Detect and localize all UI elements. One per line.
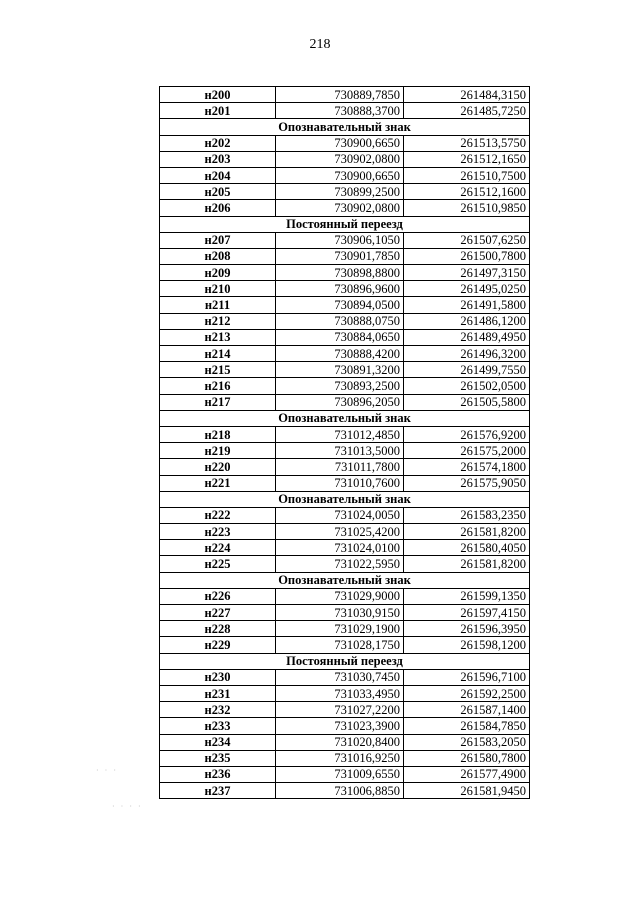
point-id-cell: н230 [160, 669, 276, 685]
point-id-cell: н215 [160, 362, 276, 378]
section-label: Опознавательный знак [160, 491, 530, 507]
x-coordinate-cell: 731011,7800 [276, 459, 404, 475]
scan-artifact: · · · · [112, 802, 143, 811]
table-row [160, 378, 530, 394]
section-label: Опознавательный знак [160, 572, 530, 588]
y-coordinate-cell: 261574,1800 [404, 459, 530, 475]
y-coordinate-cell: 261500,7800 [404, 248, 530, 264]
table-row [160, 750, 530, 766]
x-coordinate-cell: 731025,4200 [276, 524, 404, 540]
y-coordinate-cell: 261502,0500 [404, 378, 530, 394]
x-coordinate-cell: 730896,2050 [276, 394, 404, 410]
y-coordinate-cell: 261489,4950 [404, 329, 530, 345]
x-coordinate-cell: 731024,0050 [276, 507, 404, 523]
table-row [160, 184, 530, 200]
y-coordinate-cell: 261581,9450 [404, 783, 530, 799]
section-header-row [160, 653, 530, 669]
y-coordinate-cell: 261583,2350 [404, 507, 530, 523]
point-id-cell: н211 [160, 297, 276, 313]
table-row [160, 783, 530, 799]
point-id-cell: н225 [160, 556, 276, 572]
table-row [160, 540, 530, 556]
section-label: Постоянный переезд [160, 216, 530, 232]
x-coordinate-cell: 731029,9000 [276, 588, 404, 604]
x-coordinate-cell: 730894,0500 [276, 297, 404, 313]
y-coordinate-cell: 261580,4050 [404, 540, 530, 556]
point-id-cell: н216 [160, 378, 276, 394]
table-row [160, 329, 530, 345]
y-coordinate-cell: 261512,1650 [404, 151, 530, 167]
y-coordinate-cell: 261592,2500 [404, 685, 530, 701]
table-row [160, 151, 530, 167]
x-coordinate-cell: 731024,0100 [276, 540, 404, 556]
table-row [160, 103, 530, 119]
table-row [160, 766, 530, 782]
table-row [160, 135, 530, 151]
y-coordinate-cell: 261581,8200 [404, 524, 530, 540]
point-id-cell: н200 [160, 87, 276, 103]
y-coordinate-cell: 261581,8200 [404, 556, 530, 572]
y-coordinate-cell: 261497,3150 [404, 265, 530, 281]
point-id-cell: н226 [160, 588, 276, 604]
x-coordinate-cell: 730898,8800 [276, 265, 404, 281]
section-label: Постоянный переезд [160, 653, 530, 669]
table-row [160, 281, 530, 297]
point-id-cell: н203 [160, 151, 276, 167]
point-id-cell: н210 [160, 281, 276, 297]
point-id-cell: н202 [160, 135, 276, 151]
table-row [160, 605, 530, 621]
table-row [160, 265, 530, 281]
point-id-cell: н218 [160, 426, 276, 442]
point-id-cell: н222 [160, 507, 276, 523]
y-coordinate-cell: 261575,9050 [404, 475, 530, 491]
table-row [160, 313, 530, 329]
y-coordinate-cell: 261583,2050 [404, 734, 530, 750]
x-coordinate-cell: 731013,5000 [276, 443, 404, 459]
point-id-cell: н233 [160, 718, 276, 734]
table-row [160, 346, 530, 362]
x-coordinate-cell: 730891,3200 [276, 362, 404, 378]
point-id-cell: н219 [160, 443, 276, 459]
table-row [160, 394, 530, 410]
table-row [160, 297, 530, 313]
coordinates-table-body [160, 87, 530, 799]
x-coordinate-cell: 731023,3900 [276, 718, 404, 734]
coordinates-table [159, 86, 530, 799]
x-coordinate-cell: 731033,4950 [276, 685, 404, 701]
point-id-cell: н223 [160, 524, 276, 540]
x-coordinate-cell: 731022,5950 [276, 556, 404, 572]
table-row [160, 702, 530, 718]
x-coordinate-cell: 730906,1050 [276, 232, 404, 248]
x-coordinate-cell: 730888,3700 [276, 103, 404, 119]
point-id-cell: н231 [160, 685, 276, 701]
point-id-cell: н235 [160, 750, 276, 766]
x-coordinate-cell: 731006,8850 [276, 783, 404, 799]
y-coordinate-cell: 261596,7100 [404, 669, 530, 685]
x-coordinate-cell: 730899,2500 [276, 184, 404, 200]
x-coordinate-cell: 731030,7450 [276, 669, 404, 685]
point-id-cell: н227 [160, 605, 276, 621]
point-id-cell: н201 [160, 103, 276, 119]
x-coordinate-cell: 730893,2500 [276, 378, 404, 394]
y-coordinate-cell: 261485,7250 [404, 103, 530, 119]
x-coordinate-cell: 730902,0800 [276, 200, 404, 216]
x-coordinate-cell: 730888,4200 [276, 346, 404, 362]
point-id-cell: н234 [160, 734, 276, 750]
point-id-cell: н220 [160, 459, 276, 475]
section-header-row [160, 119, 530, 135]
table-row [160, 167, 530, 183]
y-coordinate-cell: 261491,5800 [404, 297, 530, 313]
point-id-cell: н237 [160, 783, 276, 799]
table-row [160, 524, 530, 540]
y-coordinate-cell: 261598,1200 [404, 637, 530, 653]
x-coordinate-cell: 731016,9250 [276, 750, 404, 766]
point-id-cell: н214 [160, 346, 276, 362]
y-coordinate-cell: 261495,0250 [404, 281, 530, 297]
table-row [160, 443, 530, 459]
x-coordinate-cell: 730902,0800 [276, 151, 404, 167]
y-coordinate-cell: 261486,1200 [404, 313, 530, 329]
x-coordinate-cell: 730900,6650 [276, 167, 404, 183]
point-id-cell: н206 [160, 200, 276, 216]
x-coordinate-cell: 731020,8400 [276, 734, 404, 750]
point-id-cell: н207 [160, 232, 276, 248]
x-coordinate-cell: 731009,6550 [276, 766, 404, 782]
table-row [160, 426, 530, 442]
x-coordinate-cell: 730889,7850 [276, 87, 404, 103]
y-coordinate-cell: 261577,4900 [404, 766, 530, 782]
y-coordinate-cell: 261510,9850 [404, 200, 530, 216]
y-coordinate-cell: 261499,7550 [404, 362, 530, 378]
x-coordinate-cell: 730901,7850 [276, 248, 404, 264]
y-coordinate-cell: 261484,3150 [404, 87, 530, 103]
point-id-cell: н213 [160, 329, 276, 345]
point-id-cell: н212 [160, 313, 276, 329]
table-row [160, 475, 530, 491]
scan-artifact: · · · [96, 766, 118, 775]
table-row [160, 556, 530, 572]
x-coordinate-cell: 731030,9150 [276, 605, 404, 621]
y-coordinate-cell: 261596,3950 [404, 621, 530, 637]
section-label: Опознавательный знак [160, 119, 530, 135]
table-row [160, 588, 530, 604]
x-coordinate-cell: 730896,9600 [276, 281, 404, 297]
x-coordinate-cell: 730884,0650 [276, 329, 404, 345]
section-header-row [160, 491, 530, 507]
point-id-cell: н228 [160, 621, 276, 637]
point-id-cell: н221 [160, 475, 276, 491]
y-coordinate-cell: 261580,7800 [404, 750, 530, 766]
y-coordinate-cell: 261575,2000 [404, 443, 530, 459]
point-id-cell: н224 [160, 540, 276, 556]
x-coordinate-cell: 731012,4850 [276, 426, 404, 442]
y-coordinate-cell: 261597,4150 [404, 605, 530, 621]
table-row [160, 507, 530, 523]
section-header-row [160, 572, 530, 588]
table-row [160, 459, 530, 475]
point-id-cell: н217 [160, 394, 276, 410]
x-coordinate-cell: 731029,1900 [276, 621, 404, 637]
x-coordinate-cell: 731028,1750 [276, 637, 404, 653]
point-id-cell: н205 [160, 184, 276, 200]
table-row [160, 685, 530, 701]
x-coordinate-cell: 730888,0750 [276, 313, 404, 329]
table-row [160, 362, 530, 378]
point-id-cell: н229 [160, 637, 276, 653]
point-id-cell: н232 [160, 702, 276, 718]
table-row [160, 200, 530, 216]
table-row [160, 232, 530, 248]
table-row [160, 637, 530, 653]
y-coordinate-cell: 261513,5750 [404, 135, 530, 151]
page-number: 218 [309, 37, 331, 52]
section-label: Опознавательный знак [160, 410, 530, 426]
point-id-cell: н208 [160, 248, 276, 264]
y-coordinate-cell: 261505,5800 [404, 394, 530, 410]
table-row [160, 734, 530, 750]
x-coordinate-cell: 731027,2200 [276, 702, 404, 718]
y-coordinate-cell: 261507,6250 [404, 232, 530, 248]
y-coordinate-cell: 261576,9200 [404, 426, 530, 442]
y-coordinate-cell: 261496,3200 [404, 346, 530, 362]
section-header-row [160, 410, 530, 426]
table-row [160, 718, 530, 734]
section-header-row [160, 216, 530, 232]
table-row [160, 87, 530, 103]
y-coordinate-cell: 261510,7500 [404, 167, 530, 183]
y-coordinate-cell: 261599,1350 [404, 588, 530, 604]
x-coordinate-cell: 730900,6650 [276, 135, 404, 151]
table-row [160, 669, 530, 685]
point-id-cell: н236 [160, 766, 276, 782]
point-id-cell: н209 [160, 265, 276, 281]
y-coordinate-cell: 261512,1600 [404, 184, 530, 200]
y-coordinate-cell: 261587,1400 [404, 702, 530, 718]
point-id-cell: н204 [160, 167, 276, 183]
y-coordinate-cell: 261584,7850 [404, 718, 530, 734]
table-row [160, 248, 530, 264]
x-coordinate-cell: 731010,7600 [276, 475, 404, 491]
table-row [160, 621, 530, 637]
